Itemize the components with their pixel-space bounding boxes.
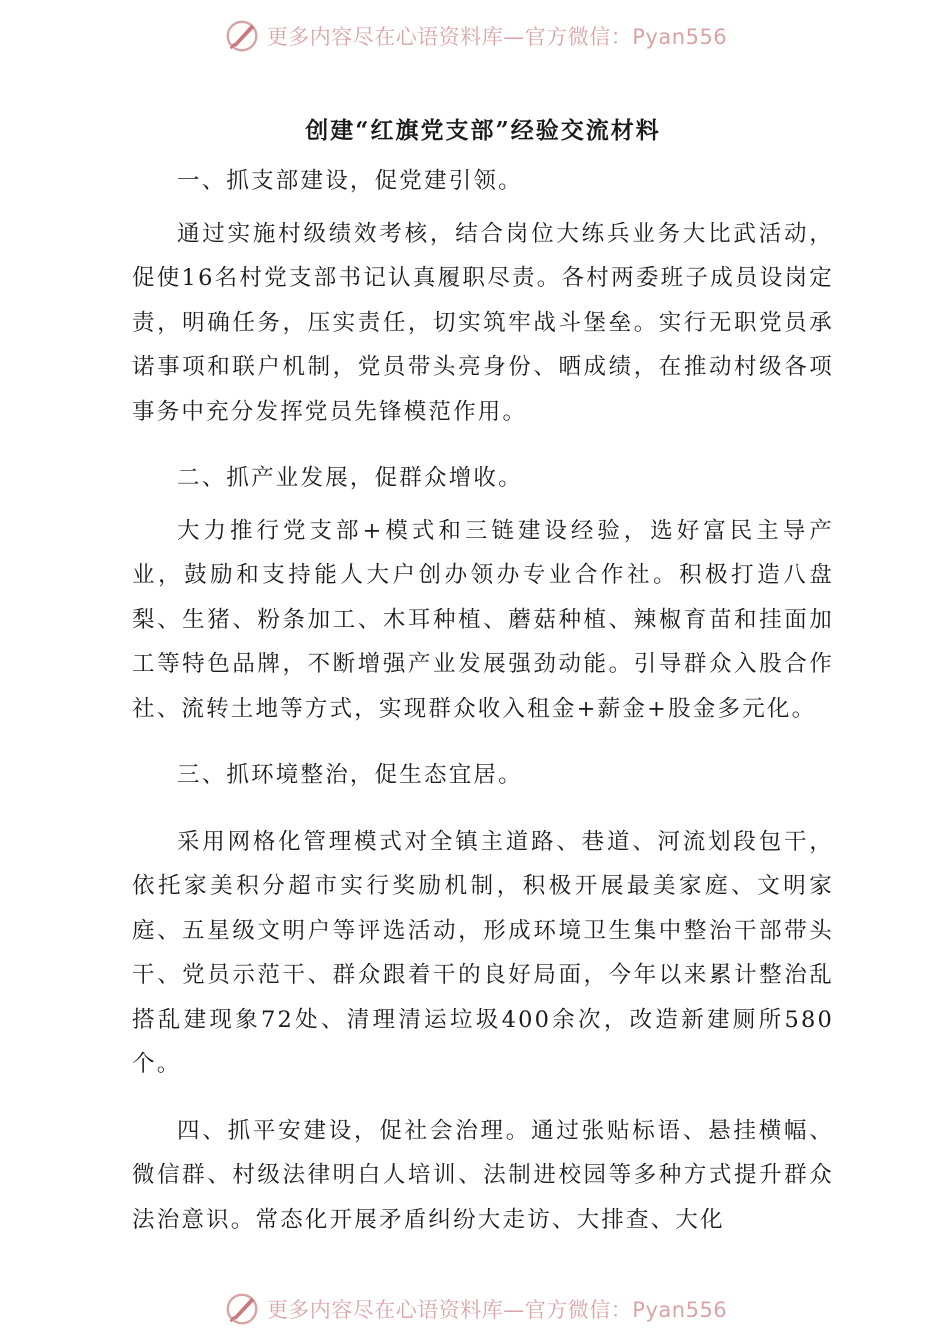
- quill-logo-icon: [223, 17, 261, 55]
- section-body-2: 大力推行党支部+模式和三链建设经验，选好富民主导产业，鼓励和支持能人大户创办领办专业合作社。积极打造八盘梨、生猪、粉条加工、木耳种植、蘑菇种植、辣椒育苗和挂面加工等特色品牌，不断增强产业发展强劲动能。引导群众入股合作社、流转土地等方式，实现群众收入租金+薪金+股金多元化。: [132, 517, 834, 722]
- document-body: [132, 112, 834, 1242]
- header-watermark-banner: [0, 12, 950, 60]
- section-heading-3: 三、抓环境整治，促生态宜居。: [177, 762, 523, 788]
- document-title: 创建“红旗党支部”经验交流材料: [305, 117, 661, 144]
- quill-logo-icon: [223, 1290, 261, 1328]
- section-heading-1: 一、抓支部建设，促党建引领。: [177, 168, 523, 194]
- footer-watermark-banner: [0, 1285, 950, 1333]
- section-body-4: 四、抓平安建设，促社会治理。通过张贴标语、悬挂横幅、微信群、村级法律明白人培训、法制进校园等多种方式提升群众法治意识。常态化开展矛盾纠纷大走访、大排查、大化: [132, 1117, 834, 1233]
- watermark-text: 更多内容尽在心语资料库—官方微信：Pyan556: [266, 25, 728, 49]
- watermark-text: 更多内容尽在心语资料库—官方微信：Pyan556: [266, 1298, 728, 1322]
- section-heading-2: 二、抓产业发展，促群众增收。: [177, 465, 523, 491]
- section-body-1: 通过实施村级绩效考核，结合岗位大练兵业务大比武活动，促使16名村党支部书记认真履职尽责。各村两委班子成员设岗定责，明确任务，压实责任，切实筑牢战斗堡垒。实行无职党员承诺事项和联户机制，党员带头亮身份、晒成绩，在推动村级各项事务中充分发挥党员先锋模范作用。: [132, 220, 834, 425]
- section-body-3: 采用网格化管理模式对全镇主道路、巷道、河流划段包干，依托家美积分超市实行奖励机制，积极开展最美家庭、文明家庭、五星级文明户等评选活动，形成环境卫生集中整治干部带头干、党员示范干、群众跟着干的良好局面，今年以来累计整治乱搭乱建现象72处、清理清运垃圾400余次，改造新建厕所580个。: [132, 828, 834, 1077]
